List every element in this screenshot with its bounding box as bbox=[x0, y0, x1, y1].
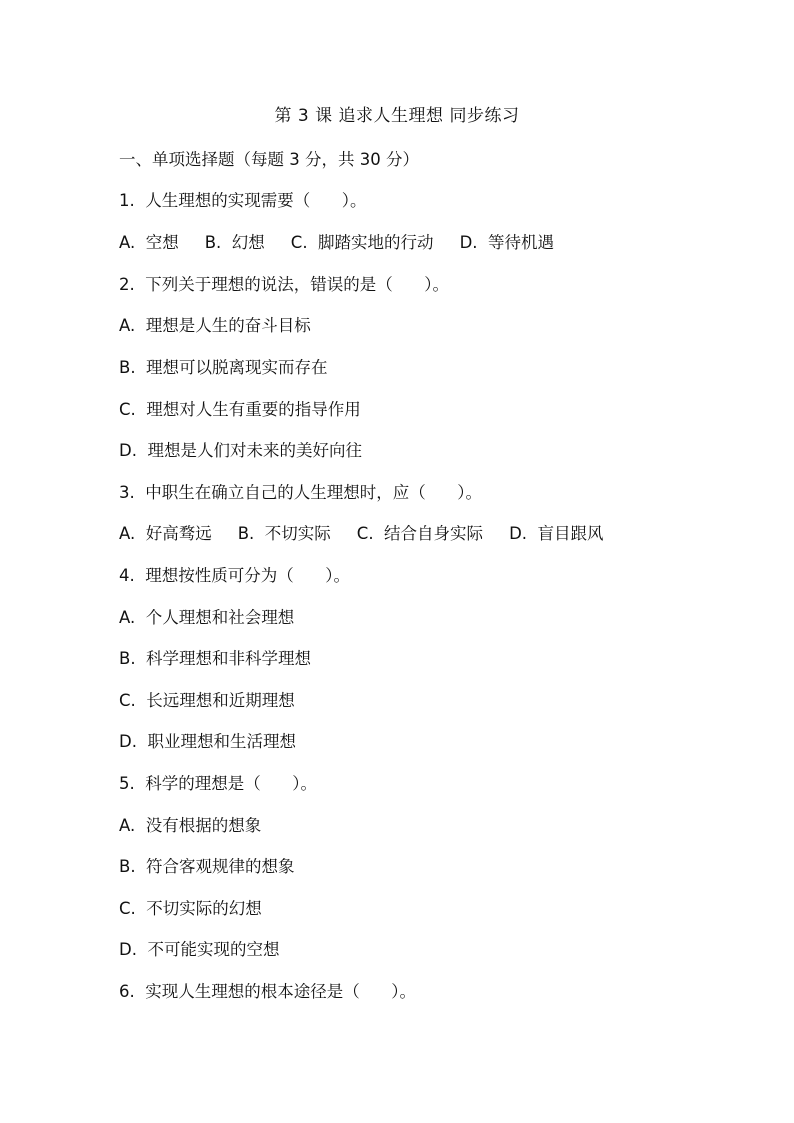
question-1-option-c: C. 脚踏实地的行动 bbox=[290, 233, 434, 252]
question-5-option-c: C. 不切实际的幻想 bbox=[119, 899, 262, 918]
question-4-option-c: C. 长远理想和近期理想 bbox=[119, 691, 295, 710]
question-6-stem: 6. 实现人生理想的根本途径是（ ）。 bbox=[119, 982, 416, 1001]
question-5-option-a: A. 没有根据的想象 bbox=[119, 816, 262, 835]
page-title: 第 3 课 追求人生理想 同步练习 bbox=[274, 106, 520, 126]
section-heading: 一、单项选择题（每题 3 分，共 30 分） bbox=[119, 150, 419, 169]
question-3-options bbox=[119, 522, 604, 546]
question-4-option-b: B. 科学理想和非科学理想 bbox=[119, 649, 312, 668]
question-2-option-d: D. 理想是人们对未来的美好向往 bbox=[119, 441, 362, 460]
question-5-stem: 5. 科学的理想是（ ）。 bbox=[119, 774, 317, 793]
question-2-option-c: C. 理想对人生有重要的指导作用 bbox=[119, 400, 361, 419]
question-3-option-a: A. 好高骛远 bbox=[119, 524, 212, 543]
question-5-option-b: B. 符合客观规律的想象 bbox=[119, 857, 295, 876]
question-2-option-b: B. 理想可以脱离现实而存在 bbox=[119, 358, 328, 377]
question-4-stem: 4. 理想按性质可分为（ ）。 bbox=[119, 566, 350, 585]
question-4-option-a: A. 个人理想和社会理想 bbox=[119, 608, 295, 627]
question-1-stem: 1. 人生理想的实现需要（ ）。 bbox=[119, 191, 367, 210]
question-1-option-a: A. 空想 bbox=[119, 233, 179, 252]
question-2-stem: 2. 下列关于理想的说法，错误的是（ ）。 bbox=[119, 275, 449, 294]
question-3-option-c: C. 结合自身实际 bbox=[356, 524, 484, 543]
question-3-stem: 3. 中职生在确立自己的人生理想时，应（ ）。 bbox=[119, 483, 482, 502]
question-1-option-b: B. 幻想 bbox=[204, 233, 265, 252]
question-3-option-b: B. 不切实际 bbox=[237, 524, 331, 543]
question-3-option-d: D. 盲目跟风 bbox=[509, 524, 604, 543]
question-1-options bbox=[119, 231, 554, 255]
question-5-option-d: D. 不可能实现的空想 bbox=[119, 940, 280, 959]
question-2-option-a: A. 理想是人生的奋斗目标 bbox=[119, 316, 311, 335]
question-4-option-d: D. 职业理想和生活理想 bbox=[119, 732, 296, 751]
question-1-option-d: D. 等待机遇 bbox=[459, 233, 555, 252]
